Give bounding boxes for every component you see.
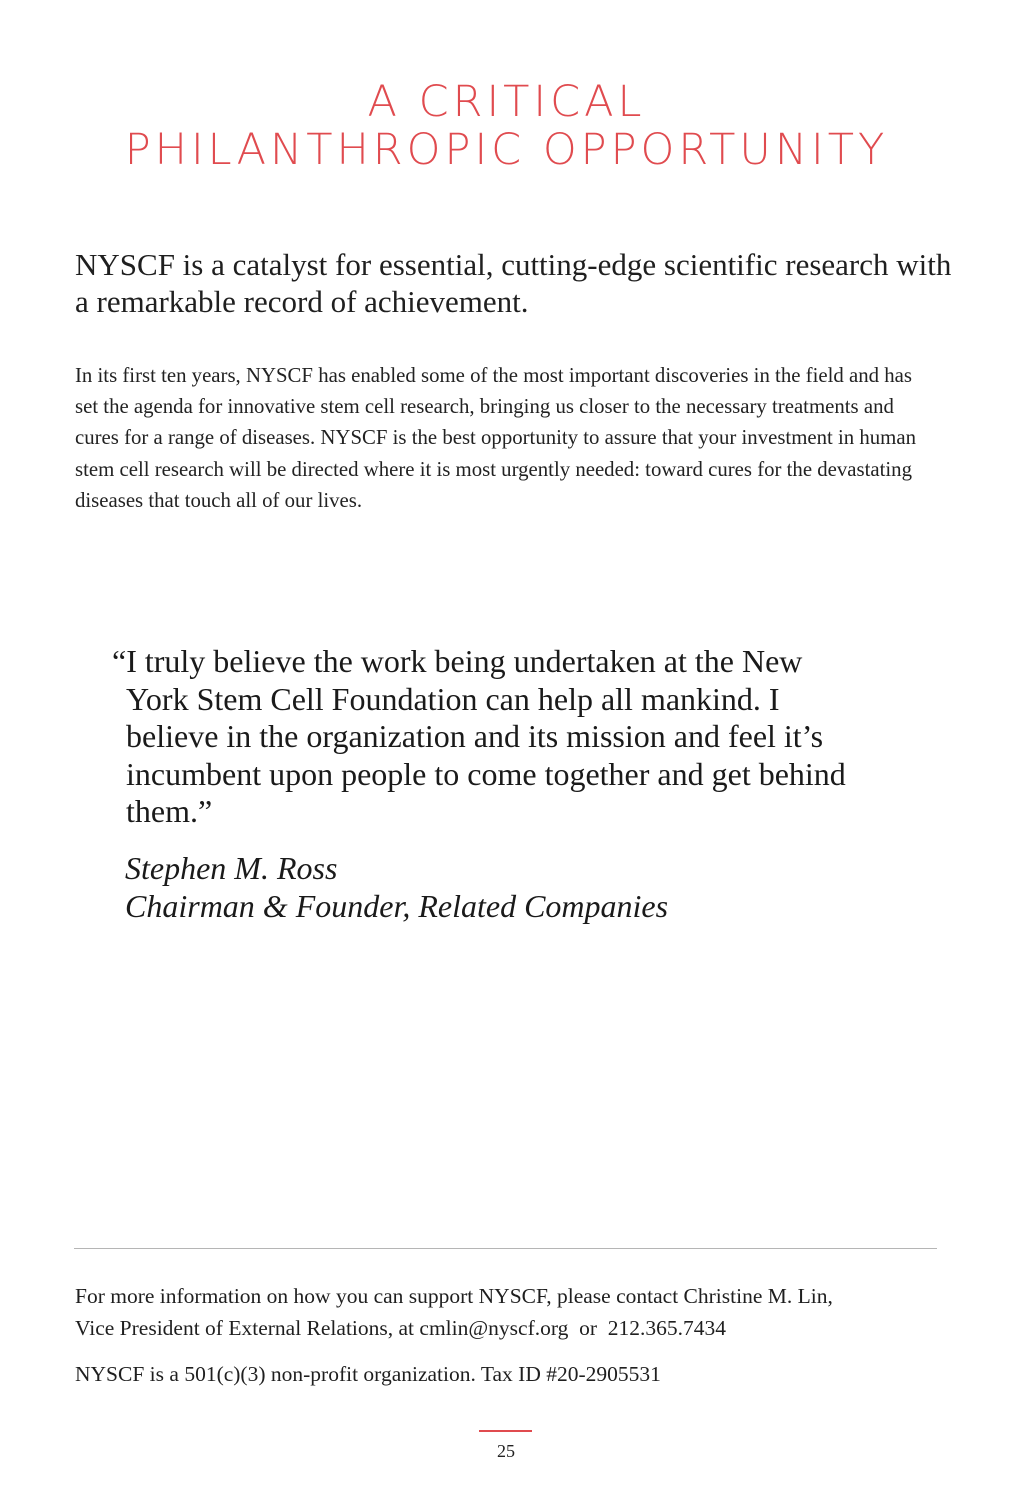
page-title: [0, 78, 1013, 174]
contact-line-2: Vice President of External Relations, at cmlin@nyscf.org or 212.365.7434: [75, 1316, 727, 1340]
contact-line-1: For more information on how you can support NYSCF, please contact Christine M. Lin,: [75, 1284, 833, 1308]
page-title-line-2: PHILANTHROPIC OPPORTUNITY: [124, 125, 889, 175]
contact-info: [75, 1280, 955, 1344]
lead-paragraph: NYSCF is a catalyst for essential, cutting-edge scientific research with a remarkable record of achievement.: [75, 247, 952, 319]
page-number: 25: [497, 1441, 515, 1461]
page-number-marker: [479, 1430, 532, 1432]
attribution-name: Stephen M. Ross: [125, 850, 338, 886]
attribution-role: Chairman & Founder, Related Companies: [125, 887, 669, 924]
tax-info: NYSCF is a 501(c)(3) non-profit organization. Tax ID #20-2905531: [75, 1362, 661, 1386]
page-title-line-1: A CRITICAL: [367, 77, 646, 127]
body-paragraph: In its first ten years, NYSCF has enabled some of the most important discoveries in the field and has set the agenda for innovative stem cell research, bringing us closer to the necessary treatments and cures for a range of diseases. NYSCF is the best opportunity to assure that your investment in human stem cell research will be directed where it is most urgently needed: toward cures for the devastating diseases that touch all of our lives.: [75, 364, 916, 512]
quote-attribution: [125, 850, 845, 925]
pull-quote: “I truly believe the work being undertaken at the New York Stem Cell Foundation can help all mankind. I believe in the organization and its mission and feel it’s incumbent upon people to come together and get behind them.”: [112, 643, 846, 829]
footer-divider: [74, 1248, 937, 1249]
